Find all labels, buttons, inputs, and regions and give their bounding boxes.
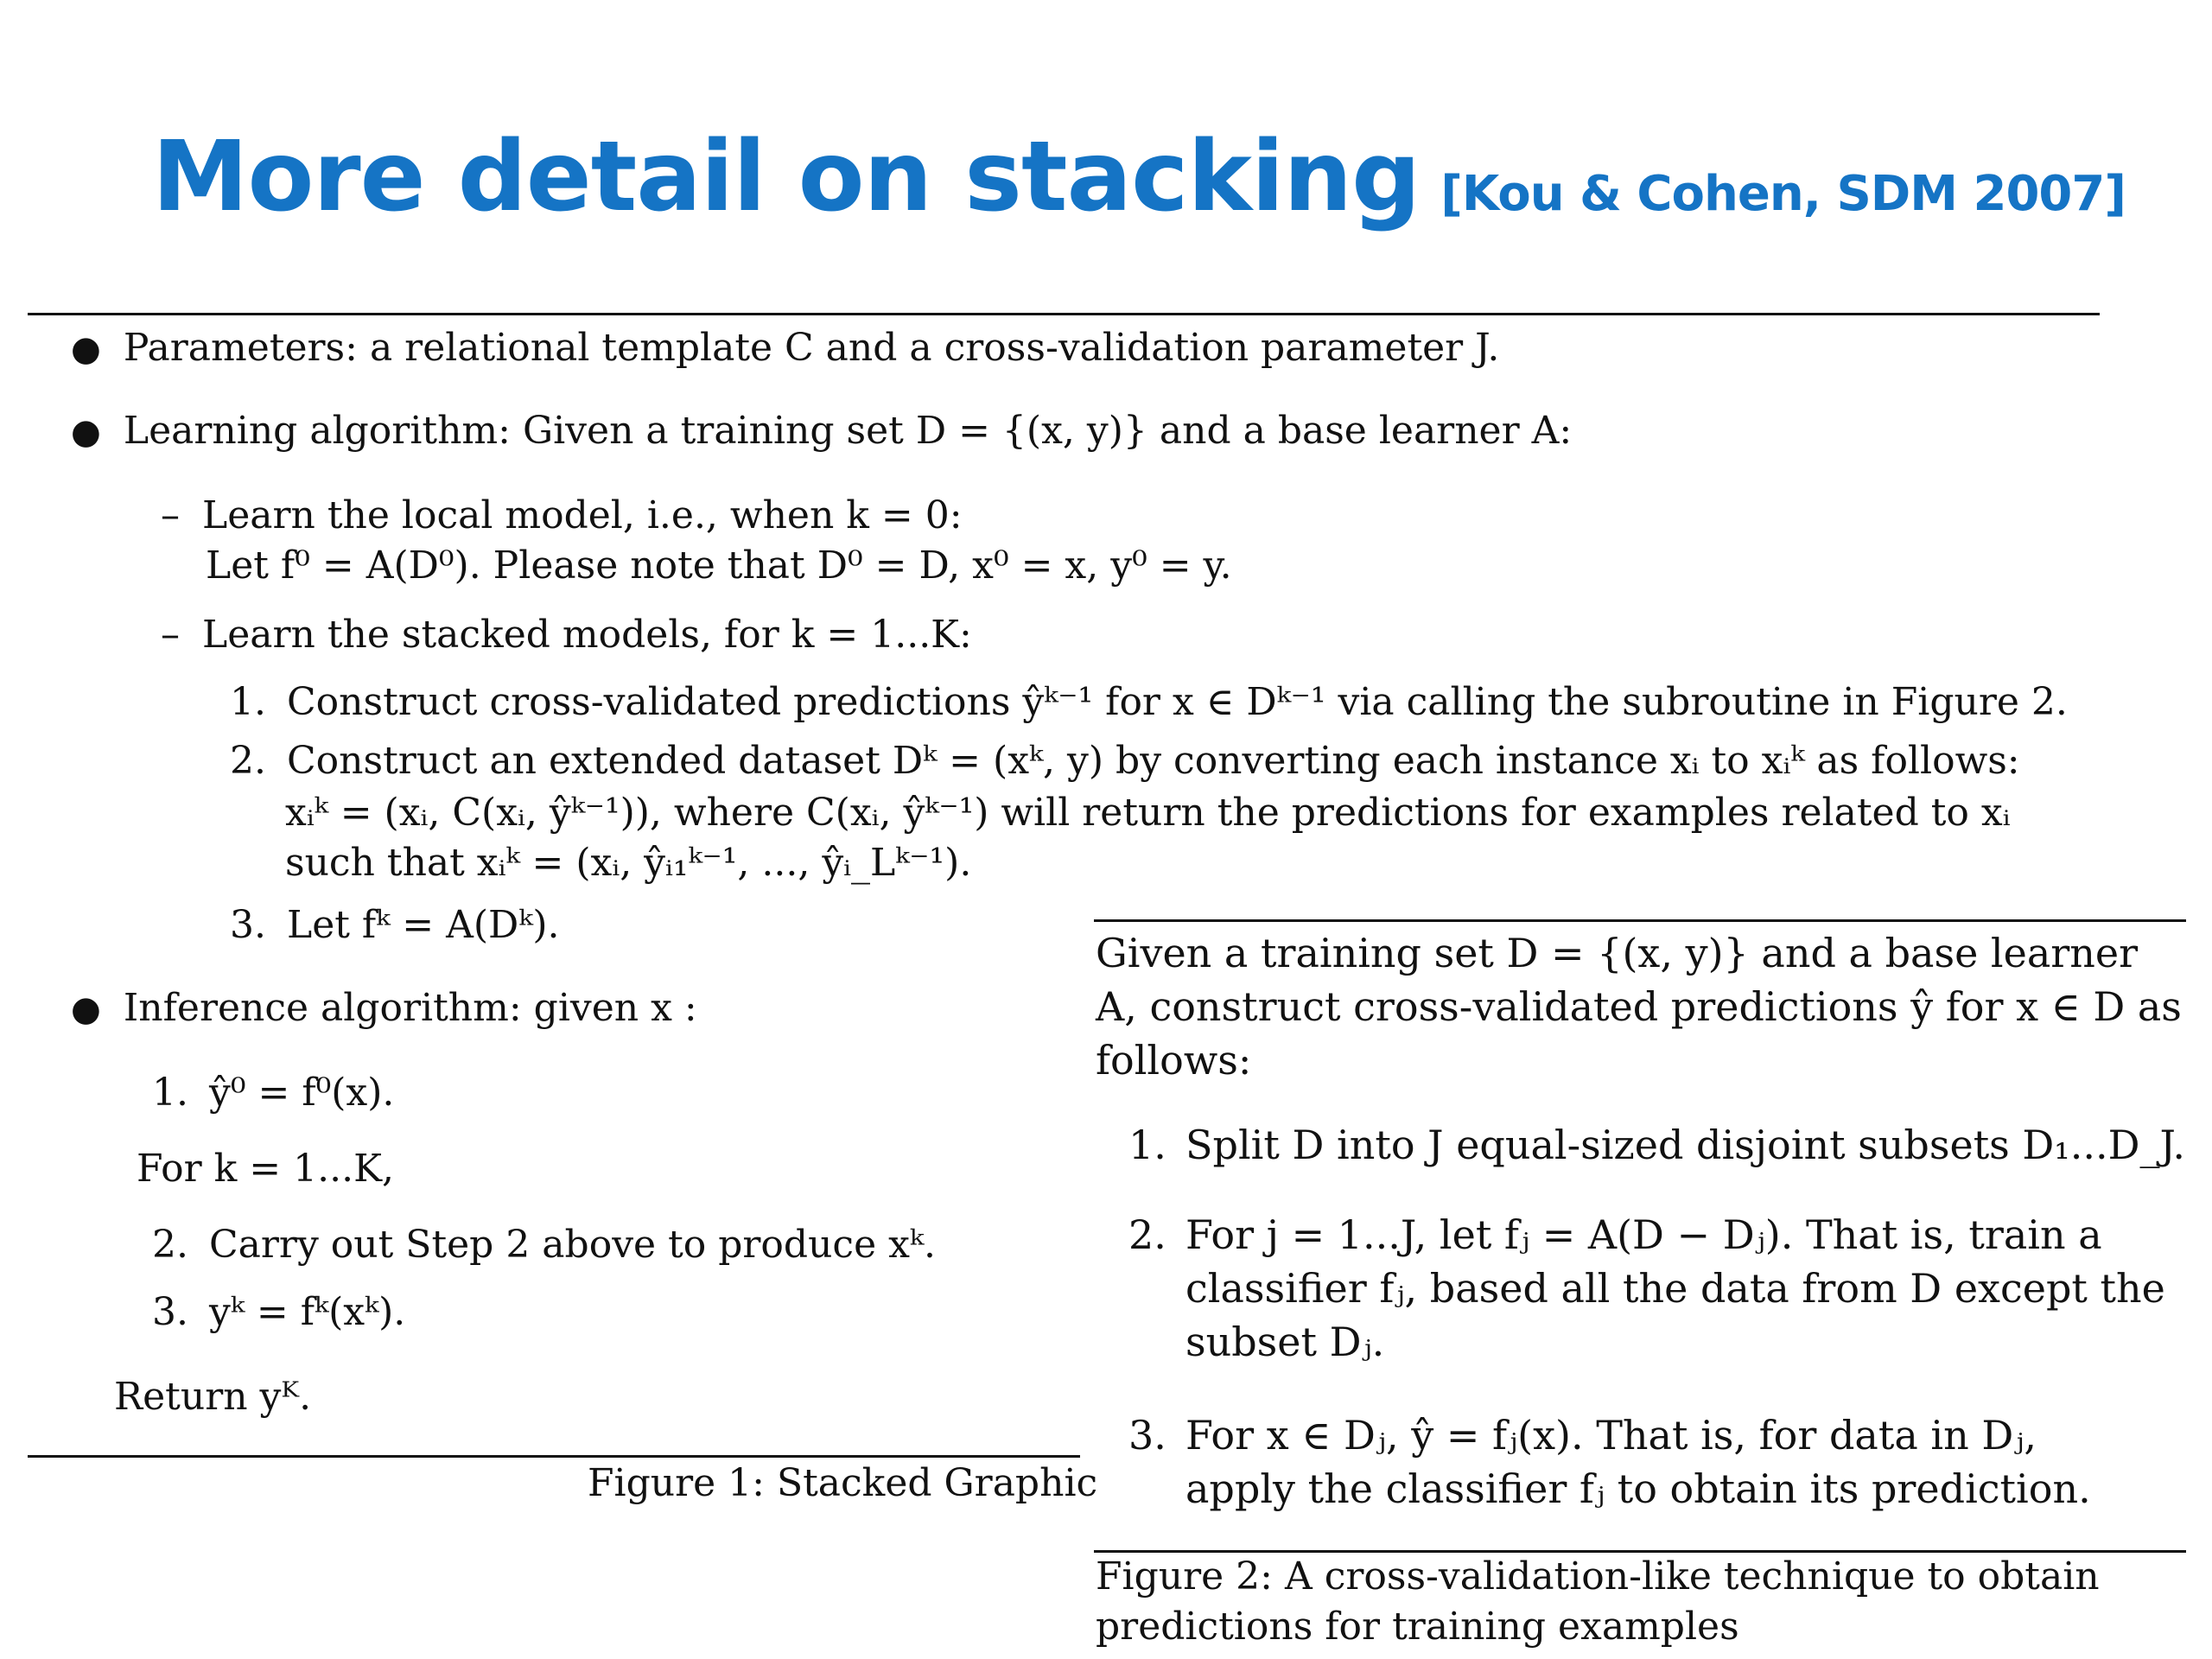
step-number: 1. xyxy=(152,1071,188,1115)
item1-text: Split D into J equal-sized disjoint subsets D₁...D_J. xyxy=(1185,1122,2185,1168)
step2-line1: Construct an extended dataset Dᵏ = (xᵏ, y) by converting each instance xᵢ to xᵢᵏ as follows: xyxy=(287,739,2020,783)
dash-stacked-models xyxy=(161,610,972,660)
figure2-caption-line1: Figure 2: A cross-validation-like technique to obtain xyxy=(1096,1554,2100,1599)
item2-line2: classifier fⱼ, based all the data from D except the xyxy=(1185,1265,2165,1312)
bullet-dot: ● xyxy=(71,329,101,369)
dash-local-model xyxy=(161,491,963,541)
slide-title xyxy=(152,121,2126,233)
inf3-text: yᵏ = fᵏ(xᵏ). xyxy=(209,1290,406,1334)
bullet-dot: ● xyxy=(71,989,101,1029)
step-number: 3. xyxy=(230,903,266,947)
item3-line2: apply the classifier fⱼ to obtain its prediction. xyxy=(1185,1465,2091,1512)
figure2-intro-line1: Given a training set D = {(x, y)} and a base learner xyxy=(1096,930,2139,976)
bullet-inference xyxy=(71,983,697,1034)
step-number: 3. xyxy=(152,1290,188,1334)
inference-step-1 xyxy=(152,1068,394,1118)
figure1-bottom-rule xyxy=(28,1455,1080,1458)
step-number: 2. xyxy=(230,739,266,783)
bullet-dot: ● xyxy=(71,412,101,452)
figure2-caption-line2: predictions for training examples xyxy=(1096,1605,1739,1649)
dash-marker: – xyxy=(161,493,180,537)
title-citation: [Kou & Cohen, SDM 2007] xyxy=(1440,166,2126,222)
step2-line2: xᵢᵏ = (xᵢ, C(xᵢ, ŷᵏ⁻¹)), where C(xᵢ, ŷᵏ⁻¹) will return the predictions for examples related to xᵢ xyxy=(285,791,2011,835)
inference-for: For k = 1...K, xyxy=(137,1147,394,1191)
step-number: 2. xyxy=(152,1223,188,1267)
figure2-top-rule xyxy=(1094,919,2186,922)
step-3 xyxy=(230,900,560,950)
item-number: 1. xyxy=(1128,1122,1166,1168)
title-main: More detail on stacking xyxy=(152,121,1421,233)
item2-line3: subset Dⱼ. xyxy=(1185,1319,1385,1365)
item3-line1: For x ∈ Dⱼ, ŷ = fⱼ(x). That is, for data in Dⱼ, xyxy=(1185,1412,2037,1459)
item-number: 2. xyxy=(1128,1211,1166,1258)
inference-return: Return yᴷ. xyxy=(114,1375,312,1419)
local-model-line2: Let f⁰ = A(D⁰). Please note that D⁰ = D, x⁰ = x, y⁰ = y. xyxy=(206,543,1232,588)
inference-text: Inference algorithm: given x : xyxy=(123,986,697,1030)
step-1 xyxy=(230,677,2068,728)
step2-line3: such that xᵢᵏ = (xᵢ, ŷᵢ₁ᵏ⁻¹, ..., ŷᵢ_Lᵏ⁻¹). xyxy=(285,841,972,885)
figure2-item-1 xyxy=(1128,1118,2185,1172)
step-2 xyxy=(230,736,2020,786)
learning-text: Learning algorithm: Given a training set D = {(x, y)} and a base learner A: xyxy=(123,409,1573,453)
inference-step-3 xyxy=(152,1287,405,1338)
inf1-text: ŷ⁰ = f⁰(x). xyxy=(209,1071,395,1115)
step1-text: Construct cross-validated predictions ŷᵏ⁻¹ for x ∈ Dᵏ⁻¹ via calling the subroutine in Figure 2. xyxy=(287,680,2068,724)
parameters-text: Parameters: a relational template C and a cross-validation parameter J. xyxy=(123,326,1500,370)
item-number: 3. xyxy=(1128,1412,1166,1459)
figure2-intro-line3: follows: xyxy=(1096,1037,1252,1084)
step-number: 1. xyxy=(230,680,266,724)
figure1-top-rule xyxy=(28,313,2100,315)
dash-marker: – xyxy=(161,613,180,657)
figure2-item-3 xyxy=(1128,1408,2037,1462)
bullet-parameters xyxy=(71,323,1499,374)
inference-step-2 xyxy=(152,1220,936,1270)
step3-text: Let fᵏ = A(Dᵏ). xyxy=(287,903,560,947)
inf2-text: Carry out Step 2 above to produce xᵏ. xyxy=(209,1223,936,1267)
figure2-item-2 xyxy=(1128,1208,2102,1262)
local-model-line1: Learn the local model, i.e., when k = 0: xyxy=(202,493,963,537)
figure1-caption: Figure 1: Stacked Graphic xyxy=(588,1461,1098,1505)
stacked-models-text: Learn the stacked models, for k = 1...K: xyxy=(202,613,972,657)
item2-line1: For j = 1...J, let fⱼ = A(D − Dⱼ). That is, train a xyxy=(1185,1211,2102,1258)
figure2-intro-line2: A, construct cross-validated predictions ŷ for x ∈ D as xyxy=(1096,983,2182,1030)
bullet-learning xyxy=(71,406,1572,457)
